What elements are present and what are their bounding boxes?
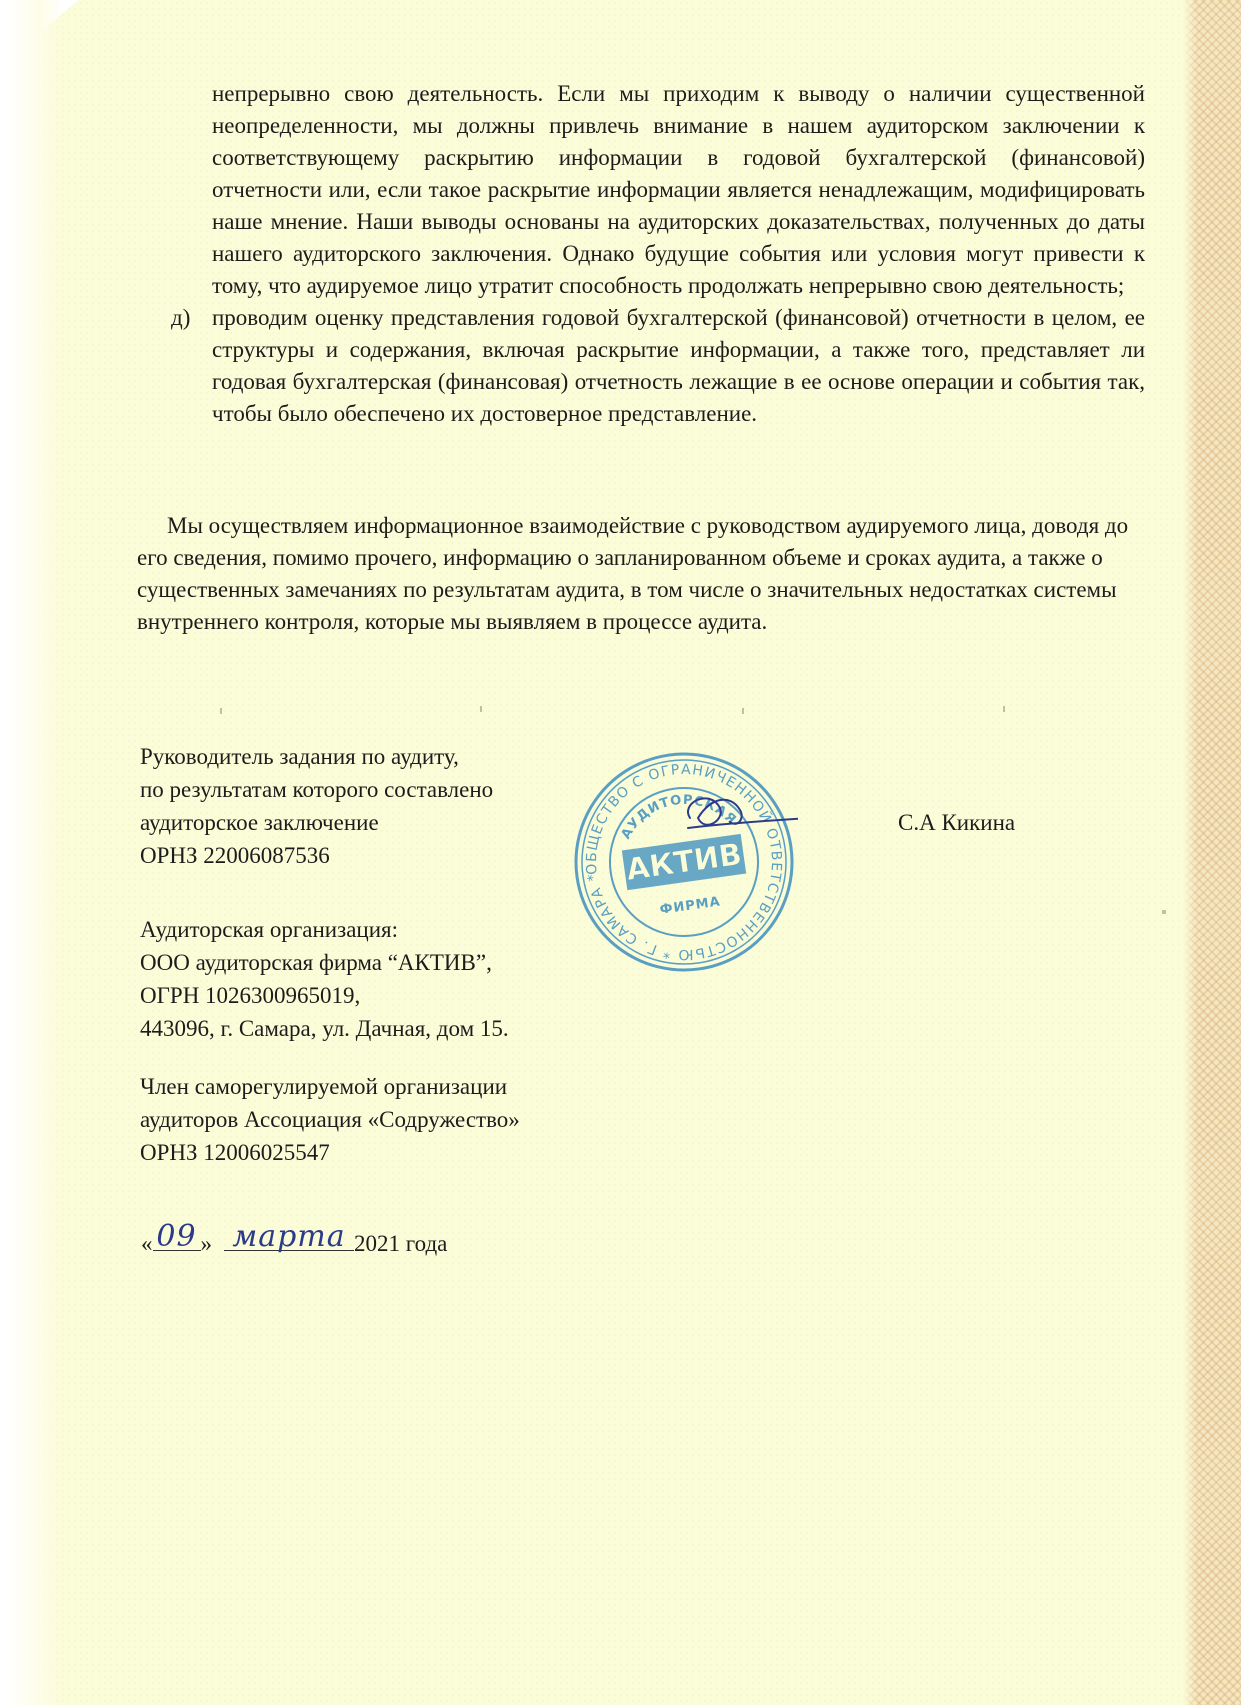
management-interaction-paragraph: Мы осуществляем информационное взаимодействие с руководством аудируемого лица, доводя до его сведения, помимо прочего, информацию о запланированном объеме и сроках аудита, а также о существенных замечаниях по результатам аудита, в том числе о значительных недостатках системы внутреннего контроля, которые мы выявляем в процессе аудита. <box>137 513 1129 634</box>
page-border-pattern <box>1183 0 1241 1705</box>
date-day-field <box>153 1219 201 1254</box>
date-close-quote: » <box>200 1231 212 1256</box>
stamp-center-text: АКТИВ <box>624 837 745 888</box>
date-day-handwritten: 09 <box>156 1219 197 1254</box>
audit-procedures-list <box>168 78 1145 430</box>
audit-organization-block <box>140 913 509 1045</box>
date-month-handwritten: марта <box>232 1219 346 1254</box>
company-stamp <box>570 748 798 976</box>
scan-speck <box>742 708 744 714</box>
manager-ornz: ОРНЗ 22006087536 <box>140 843 330 868</box>
manager-line: Руководитель задания по аудиту, <box>140 744 459 769</box>
list-item <box>168 302 1145 430</box>
list-item-text: непрерывно свою деятельность. Если мы приходим к выводу о наличии существенной неопределенности, мы должны привлечь внимание в нашем аудиторском заключении к соответствующему раскрытию информации в годовой бухгалтерской (финансовой) отчетности или, если такое раскрытие информации является ненадлежащим, модифицировать наше мнение. Наши выводы основаны на аудиторских доказательствах, полученных до даты нашего аудиторского заключения. Однако будущие события или условия могут привести к тому, что аудируемое лицо утратит способность продолжать непрерывно свою деятельность; <box>212 81 1145 298</box>
scan-speck <box>220 708 222 714</box>
date-year: 2021 года <box>354 1231 448 1256</box>
manager-line: по результатам которого составлено <box>140 777 494 802</box>
page-edge-left <box>0 0 64 1705</box>
date-month-field <box>224 1219 354 1254</box>
stamp-graphic <box>570 748 798 976</box>
stamp-inner-bottom-text: ФИРМА <box>658 894 722 918</box>
list-marker: д) <box>171 305 191 330</box>
organization-address: 443096, г. Самара, ул. Дачная, дом 15. <box>140 1016 509 1041</box>
stamp-inner-top-text: АУДИТОРСКАЯ <box>618 792 740 842</box>
sro-line: аудиторов Ассоциация «Содружество» <box>140 1107 520 1132</box>
scan-speck <box>1162 910 1166 914</box>
stamp-ring-text: ОБЩЕСТВО С ОГРАНИЧЕННОЙ ОТВЕТСТВЕННОСТЬЮ * Г. САМАРА * <box>583 761 785 963</box>
signing-date <box>141 1219 448 1260</box>
sro-membership-block <box>140 1070 520 1169</box>
organization-line: ОГРН 1026300965019, <box>140 983 361 1008</box>
date-open-quote: « <box>141 1231 153 1256</box>
list-item <box>168 78 1145 302</box>
sro-line: Член саморегулируемой организации <box>140 1074 508 1099</box>
engagement-manager-block <box>140 740 493 872</box>
organization-line: Аудиторская организация: <box>140 917 398 942</box>
sro-ornz: ОРНЗ 12006025547 <box>140 1140 330 1165</box>
signer-name: С.А Кикина <box>898 810 1016 835</box>
list-item-text: проводим оценку представления годовой бухгалтерской (финансовой) отчетности в целом, ее структуры и содержания, включая раскрытие информации, а также того, представляет ли годовая бухгалтерская (финансовая) отчетность лежащие в ее основе операции и события так, чтобы было обеспечено их достоверное представление. <box>212 305 1145 426</box>
manager-line: аудиторское заключение <box>140 810 379 835</box>
scan-speck <box>1003 706 1005 712</box>
organization-line: ООО аудиторская фирма “АКТИВ”, <box>140 950 492 975</box>
scan-speck <box>480 706 482 712</box>
